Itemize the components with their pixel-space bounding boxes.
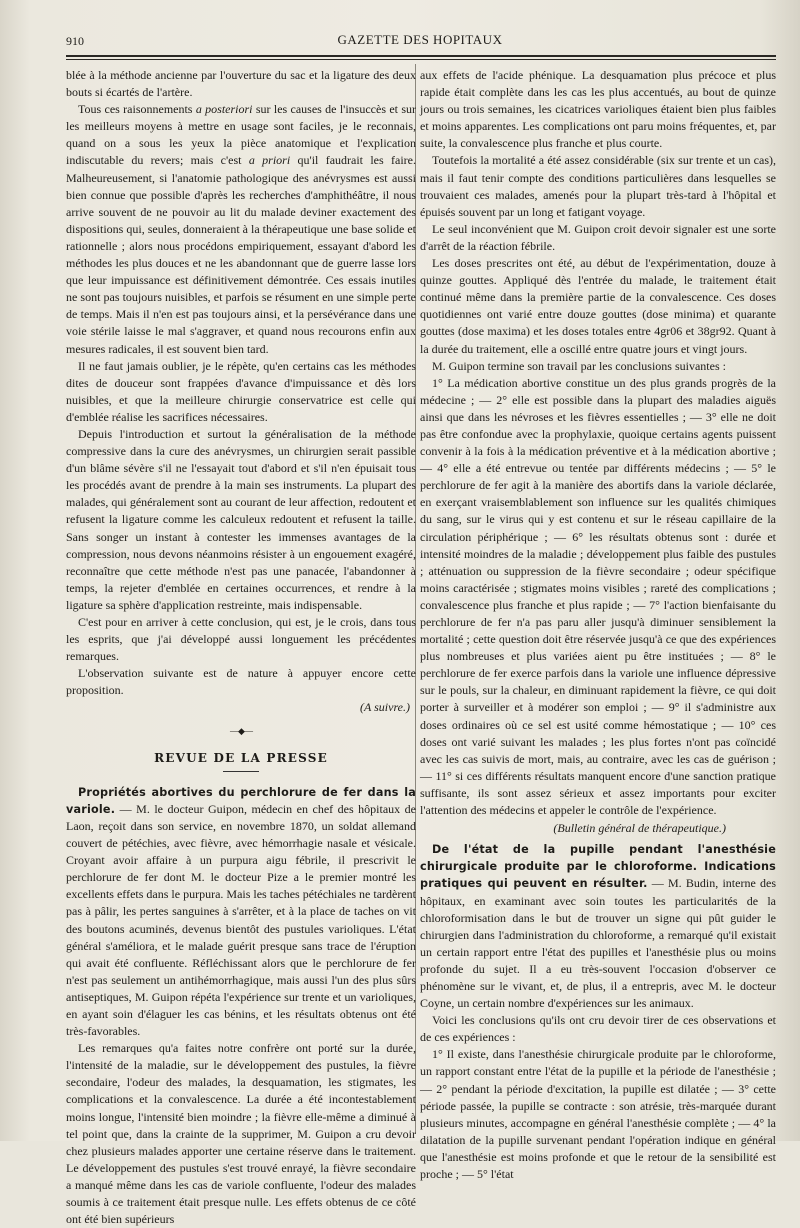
paragraph (66, 101, 416, 357)
left-column (66, 67, 416, 1228)
paragraph: Les doses prescrites ont été, au début de l'expérimentation, douze à quinze gouttes. Appliqué dès l'entrée du malade, le traitement était continué même dans la première partie de la convalescence. Ces doses quotidiennes ont varié entre douze gouttes (dose minima) et quarante gouttes (dose maxima) et les doses totales entre 4gr06 et 38gr92. Quant à la durée du traitement, elle a oscillé entre quatre jours et vingt jours. (420, 256, 776, 356)
running-title: GAZETTE DES HOPITAUX (337, 32, 503, 47)
paragraph: Il ne faut jamais oublier, je le répète, qu'en certains cas les méthodes dites de douceur sont frappées d'avance d'impuissance et dès lors nuisibles, et que la meilleure chirurgie conservatrice est celle qui d'emblée réalise les sacrifices nécessaires. (66, 358, 416, 424)
citation: (Bulletin général de thérapeutique.) (553, 821, 726, 836)
section-title: REVUE DE LA PRESSE (154, 750, 328, 765)
paragraph: Voici les conclusions qu'ils ont cru devoir tirer de ces observations et de ces expériences : (420, 1013, 776, 1045)
text-run: qu'il faudrait les faire. Malheureusement, si l'anatomie pathologique des anévrysmes est aussi bien connue que possible d'après les recherches d'amphithéâtre, il nous arrive souvent de ne pouvoir au lit du malade deviner exactement des dispositions qui, seules, donneraient à la thérapeutique une base solide et rationnelle ; alors nous procédons empiriquement, essayant d'abord les méthodes les plus douces et ne les abandonnant que de guerre lasse lors que leur impuissance est définitivement démontrée. Ces essais inutiles ne sont pas toujours nuisibles, et parfois se résument en une simple perte de temps. Mais il n'en est pas toujours ainsi, et la persévérance dans une voie stérile laisse le mal s'aggraver, et quand nous recourons enfin aux mesures radicales, il est souvent bien tard. (66, 153, 417, 356)
paragraph: Le seul inconvénient que M. Guipon croit devoir signaler est une sorte d'arrêt de la réaction fébrile. (420, 221, 776, 253)
text-run: — M. le docteur Guipon, médecin en chef des hôpitaux de Laon, reçoit dans son service, en novembre 1870, un soldat allemand couvert de pétéchies, avec fièvre, avec hémorrhagie nasale et vésicale. Croyant avoir affaire à un purpura aigu fébrile, il prescrivit le perchlorure de fer dont M. le docteur Pize a le premier montré les excellents effets dans le purpura. Mais les taches pétéchiales ne tardèrent pas à pâlir, les pertes sanguines à s'arrêter, et à la place de taches on vit des boutons acuminés, devenus bientôt des pustules varioliques. L'état général s'améliora, et le malade guérit presque sans trace de l'éruption qui avait été confluente. Réfléchissant alors que le perchlorure de fer n'est pas seulement un antihémorrhagique, mais aussi l'un des plus sûrs antiseptiques, M. Guipon répéta l'expérience sur trente et un varioliques, en ayant soin d'élaguer les cas bénins, et les résultats obtenus ont été très-favorables. (66, 801, 416, 1039)
paragraph: blée à la méthode ancienne par l'ouverture du sac et la ligature des deux bouts si écartés de l'artère. (66, 68, 416, 100)
paragraph: 1° Il existe, dans l'anesthésie chirurgicale produite par le chloroforme, un rapport constant entre l'état de la pupille et la période de l'anesthésie ; — 2° pendant la période d'excitation, la pupille est dilatée ; — 3° cette période passée, la pupille se contracte : son atrésie, très-marquée durant plusieurs minutes, accompagne en général l'anesthésie complète ; — 4° la dilatation de la pupille survenant pendant l'opération indique en général que l'anesthésie est moins profonde et que le retour de la sensibilité est proche ; — 5° l'état (420, 1047, 776, 1181)
article-title: Propriétés abortives du perchlorure de fer dans la variole. (66, 785, 416, 816)
paragraph: M. Guipon termine son travail par les conclusions suivantes : (432, 358, 726, 373)
paragraph: 1° La médication abortive constitue un des plus grands progrès de la médecine ; — 2° elle est possible dans la plupart des maladies aiguës ainsi que dans les névroses et les fièvres essentielles ; — 3° elle ne doit pas être confondue avec la prophylaxie, quoique certains agents puissent convenir à la fois à la médication préventive et à la médication abortive ; — 4° elle a été entrevue ou tentée par différents médecins ; — 5° le perchlorure de fer agit à la manière des abortifs dans la variole déclarée, en exerçant vraisemblablement son influence sur les qualités chimiques du sang, sur le virus qui y est contenu et sur le réseau capillaire de la circulation périphérique ; — 6° les résultats obtenus sont : durée et intensité moindres de la maladie ; développement plus faible des pustules ; atténuation ou suppression de la fièvre secondaire ; odeur spécifique moins caractérisée ; stigmates moins visibles ; rareté des complications ; convalescence plus franche et plus rapide ; — 7° l'action bienfaisante du perchlorure de fer n'a pas paru aller jusqu'à diminuer sensiblement la mortalité ; cette question doit être réservée jusqu'à ce que des expériences plus nombreuses et plus variées aient pu être instituées ; — 8° le perchlorure de fer exerce parfois dans la variole une influence dépressive sur le pouls, sur la chaleur, en diminuant rapidement la fièvre, ce qui doit porter à surveiller et à modérer son emploi ; — 9° il s'administre aux doses ordinaires où ce sel est usité comme hémostatique ; — 10° ces doses ont varié suivant les malades ; les plus fortes n'ont pas coïncidé avec les cas suivis de mort, mais, au contraire, avec les cas de guérison ; — 11° si ces différents résultats manquent encore d'une sanction pratique suffisante, ils sont assez sérieux et assez importants pour exciter l'attention des médecins et appeler le contrôle de l'expérience. (420, 375, 776, 818)
right-column (420, 67, 776, 1183)
citation: (A suivre.) (360, 700, 410, 715)
paragraph: Toutefois la mortalité a été assez considérable (six sur trente et un cas), mais il faut tenir compte des conditions particulières dans lesquelles se trouvaient ces malades, amenés pour la plupart très-tard à l'hôpital et épuisés souvent par un long et fatigant voyage. (420, 153, 776, 219)
text-run: — M. Budin, interne des hôpitaux, en examinant avec soin toutes les particularités de la chloroformisation dans le but de trouver un signe qui pût guider le chirurgien dans l'administration du chloroforme, a remarqué qu'il existait un certain rapport entre l'état des pupilles et l'anesthésie plus ou moins profonde du sujet. Il a eu très-souvent l'occasion d'observer ce phénomène sur le vivant, et, de plus, il a entrepris, avec M. le docteur Coyne, un certain nombre d'expériences sur les animaux. (420, 876, 776, 1011)
article-paragraph (66, 784, 416, 1040)
text-run: Tous ces raisonnements (78, 102, 196, 117)
article-paragraph (420, 841, 776, 1012)
paragraph: Les remarques qu'a faites notre confrère ont porté sur la durée, l'intensité de la maladie, sur le développement des pustules, la fièvre secondaire, l'odeur des malades, la desquamation, les stigmates, les complications et la convalescence. La durée a été incontestablement moins longue, l'intensité bien moindre ; la fièvre elle-même a diminué à tel point que, dans la crainte de la supprimer, M. Guipon a cru devoir chez plusieurs malades apporter une certaine réserve dans le traitement. Le développement des pustules s'est trouvé enrayé, la fièvre secondaire a manqué même dans les cas de variole confluente, l'odeur des malades soumis à ce traitement était presque nulle. Les effets obtenus de ce côté ont été bien supérieurs (66, 1041, 416, 1227)
text-run: sur les causes de l'insuccès et sur les meilleurs moyens à mettre en usage sont faciles, je le reconnais, quand on a sous les yeux la pièce anatomique et l'explication indiscutable du revers; mais c'est (66, 102, 416, 168)
paragraph: L'observation suivante est de nature à appuyer encore cette proposition. (66, 666, 416, 698)
emphasis: a priori (248, 153, 291, 168)
article-title: De l'état de la pupille pendant l'anesthésie chirurgicale produite par le chloroforme. Indications pratiques qui peuvent en résulter. (420, 843, 776, 891)
emphasis: a posteriori (195, 102, 253, 117)
page-header (66, 26, 774, 56)
ornament: —◆— (230, 725, 252, 736)
paragraph: aux effets de l'acide phénique. La desquamation plus précoce et plus rapide était complète dans les cas les plus accentués, au bout de quinze jours ou trois semaines, les cicatrices varioliques étaient bien plus faibles et moins apparentes. Les complications ont paru moins fréquentes, et, par suite, la convalescence plus franche et plus courte. (420, 68, 776, 151)
header-rule-thin (66, 59, 776, 60)
header-rule (66, 55, 776, 57)
page-number: 910 (66, 34, 84, 48)
section-rule (223, 771, 259, 772)
paragraph: C'est pour en arriver à cette conclusion, qui est, je le crois, dans tous les esprits, que j'ai développé aussi longuement les précédentes remarques. (66, 615, 416, 664)
paragraph: Depuis l'introduction et surtout la généralisation de la méthode compressive dans la cure des anévrysmes, un chirurgien serait passible d'un blâme sévère s'il ne l'essayait tout d'abord et s'il n'en épuisait tous les procédés avant de prendre à la main ses instruments. La plupart des malades, qui généralement sont au courant de leur affection, redoutent et refusent la ligature comme les calculeux redoutent et refusent la taille. Sans songer un instant à contester les immenses avantages de la compression, nous devons néanmoins résister à un engouement exagéré, reconnaître que cette méthode n'est pas une panacée, l'abandonner à temps, la rejeter d'emblée en certaines occurrences, et rendre à la ligature sa sphère d'application restreinte, mais indispensable. (66, 426, 416, 612)
